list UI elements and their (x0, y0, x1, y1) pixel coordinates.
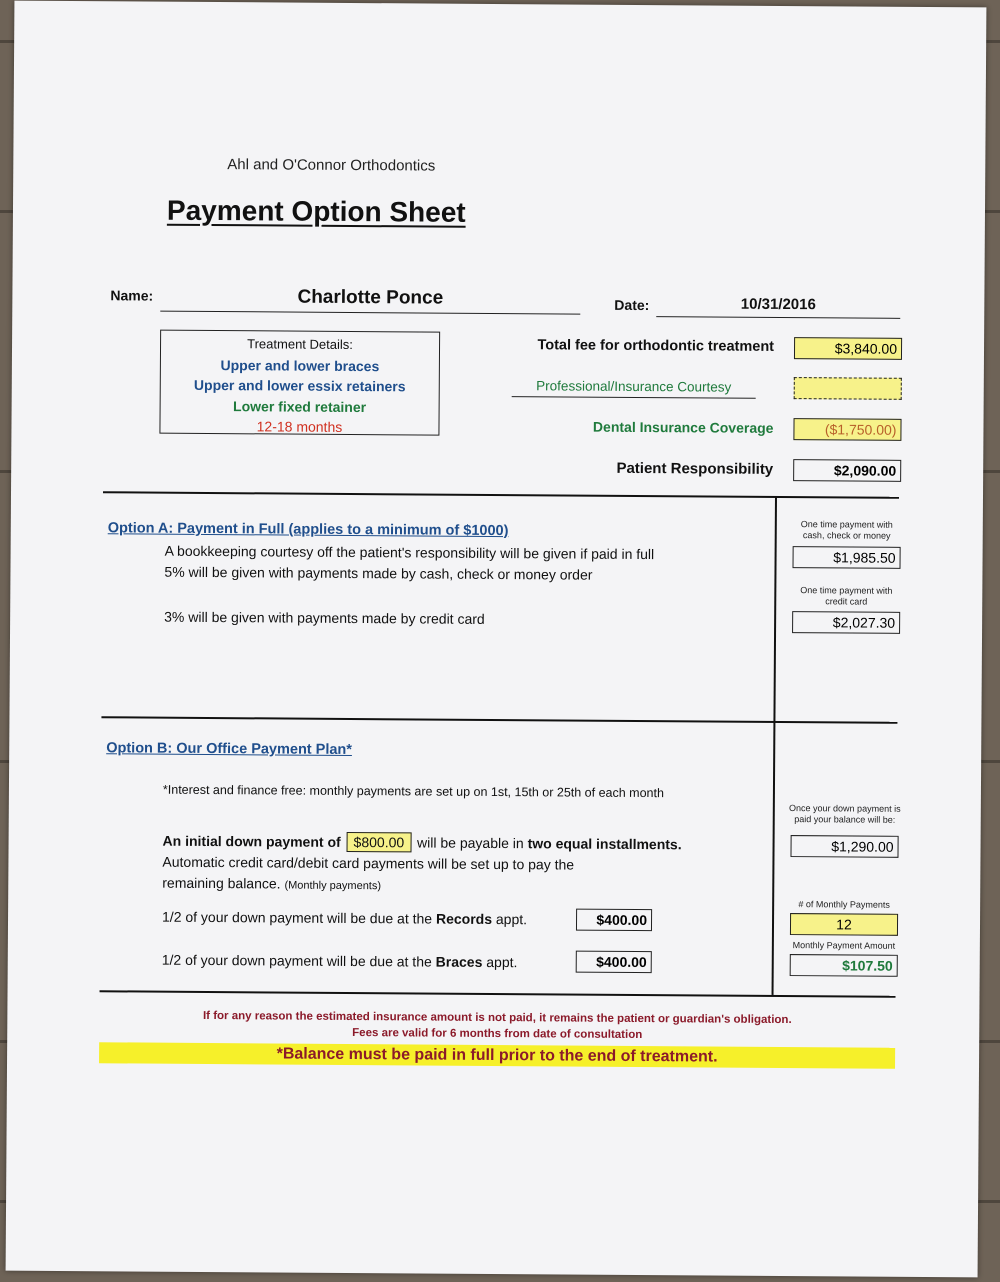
auto-payment-line: Automatic credit card/debit card payments will be set up to pay the (162, 853, 575, 873)
payment-option-sheet (6, 1, 987, 1278)
braces-value: $400.00 (576, 951, 652, 974)
total-fee-label: Total fee for orthodontic treatment (537, 337, 775, 355)
down-payment-text: will be payable in (417, 834, 524, 852)
divider (103, 491, 899, 499)
responsibility-value: $2,090.00 (793, 459, 901, 482)
braces-text: 1/2 of your down payment will be due at the (161, 951, 432, 970)
down-payment-text: An initial down payment of (162, 832, 341, 850)
treatment-item: Lower fixed retainer (233, 397, 367, 415)
treatment-duration: 12-18 months (256, 418, 343, 435)
months-value: 12 (790, 913, 898, 936)
auto-payment-small: (Monthly payments) (284, 879, 382, 893)
divider (101, 716, 897, 724)
monthly-amount-value: $107.50 (790, 954, 898, 977)
records-text: 1/2 of your down payment will be due at the (161, 908, 433, 927)
patient-name: Charlotte Ponce (160, 286, 580, 315)
braces-line (162, 952, 518, 970)
total-fee-value: $3,840.00 (794, 337, 902, 360)
responsibility-label: Patient Responsibility (616, 459, 774, 478)
down-payment-text: two equal installments. (527, 835, 682, 853)
date-label: Date: (614, 296, 650, 314)
records-value: $400.00 (576, 909, 652, 932)
monthly-amount-label: Monthly Payment Amount (792, 940, 896, 951)
option-a-line: A bookkeeping courtesy off the patient's responsibility will be given if paid in full (164, 542, 655, 563)
balance-banner: *Balance must be paid in full prior to the end of treatment. (99, 1042, 895, 1069)
insurance-obligation-note: If for any reason the estimated insurance amount is not paid, it remains the patient or guardian's obligation. (202, 1009, 792, 1027)
divider (100, 990, 896, 998)
braces-appt: appt. (486, 953, 518, 971)
divider (773, 496, 777, 722)
sheet-title: Payment Option Sheet (166, 194, 466, 228)
cash-payment-value: $1,985.50 (793, 546, 901, 569)
down-payment-line (163, 833, 682, 853)
clinic-name: Ahl and O'Connor Orthodontics (227, 156, 436, 175)
treatment-item: Upper and lower essix retainers (193, 376, 406, 395)
option-a-line: 5% will be given with payments made by cash, check or money order (164, 563, 593, 583)
auto-payment-text: remaining balance. (162, 874, 281, 892)
name-label: Name: (110, 287, 154, 304)
down-payment-value: $800.00 (347, 832, 412, 852)
insurance-label: Dental Insurance Coverage (592, 418, 774, 436)
fees-validity-note: Fees are valid for 6 months from date of consultation (352, 1027, 643, 1042)
records-line (162, 909, 527, 928)
treatment-details-box (159, 330, 440, 436)
records-word: Records (435, 910, 493, 927)
option-b-heading: Option B: Our Office Payment Plan* (106, 740, 353, 758)
divider (772, 721, 776, 995)
option-a-heading: Option A: Payment in Full (applies to a minimum of $1000) (107, 520, 509, 540)
cash-payment-note: One time payment with cash, check or money (800, 519, 893, 541)
treatment-item: Upper and lower braces (220, 356, 380, 374)
interest-note: *Interest and finance free: monthly payments are set up on 1st, 15th or 25th of each month (162, 782, 664, 801)
card-payment-note: One time payment with credit card (800, 585, 893, 607)
records-appt: appt. (495, 911, 528, 928)
option-a-line: 3% will be given with payments made by credit card (164, 608, 485, 627)
courtesy-value (794, 377, 902, 400)
date-value: 10/31/2016 (656, 295, 900, 319)
insurance-value: ($1,750.00) (793, 418, 901, 441)
months-label: # of Monthly Payments (798, 899, 890, 910)
treatment-heading: Treatment Details: (247, 336, 353, 352)
card-payment-value: $2,027.30 (792, 611, 900, 634)
braces-word: Braces (435, 953, 483, 970)
balance-value: $1,290.00 (790, 835, 898, 858)
auto-payment-line (162, 875, 381, 893)
courtesy-label: Professional/Insurance Courtesy (512, 378, 756, 399)
balance-note: Once your down payment is paid your balance will be: (789, 803, 901, 825)
